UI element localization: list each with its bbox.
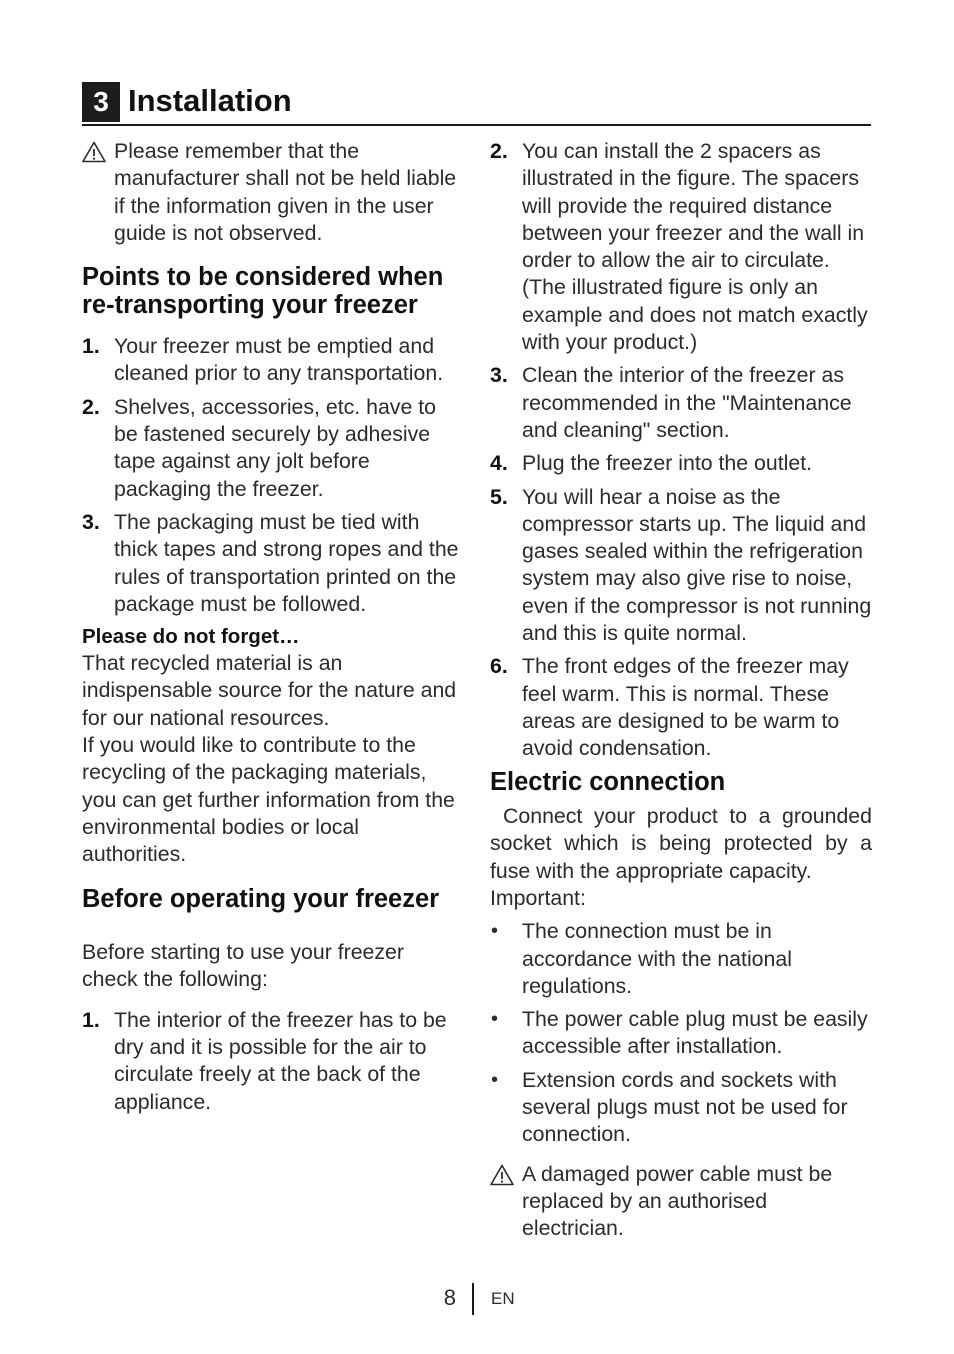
before-operating-intro: Before starting to use your freezer check the following: <box>82 940 404 992</box>
item-text: Shelves, accessories, etc. have to be fastened securely by adhesive tape against any jolt before packaging the freezer. <box>114 394 436 501</box>
item-text: Clean the interior of the freezer as recommended in the "Maintenance and cleaning" section. <box>522 363 852 442</box>
list-item <box>82 1007 462 1116</box>
warning-text: Please remember that the manufacturer shall not be held liable if the information given in the user guide is not observed. <box>114 139 457 245</box>
retransport-list <box>82 333 462 618</box>
list-item <box>82 509 462 618</box>
item-number: 1. <box>82 1007 100 1032</box>
reminder-heading: Please do not forget… <box>82 625 300 649</box>
item-number: 4. <box>490 451 508 476</box>
electric-connection-bullets <box>490 918 872 1148</box>
left-column <box>82 138 462 1116</box>
power-cable-warning <box>490 1161 872 1243</box>
item-text: Your freezer must be emptied and cleaned prior to any transportation. <box>114 334 444 386</box>
chapter-header <box>82 80 871 126</box>
list-item <box>82 394 462 503</box>
warning-text: A damaged power cable must be replaced by an authorised electrician. <box>522 1161 833 1241</box>
warning-triangle-icon <box>82 141 106 163</box>
footer-divider <box>472 1283 474 1315</box>
list-item <box>490 653 872 762</box>
right-column <box>490 138 872 1242</box>
item-number: 3. <box>490 363 508 388</box>
item-number: 5. <box>490 484 508 509</box>
electric-connection-intro: Connect your product to a grounded socket which is being protected by a fuse with the appropriate capacity. <box>490 804 872 883</box>
chapter-title: Installation <box>128 83 292 118</box>
item-text: The front edges of the freezer may feel warm. This is normal. These areas are designed to be warm to avoid condensation. <box>522 654 849 761</box>
item-text: The packaging must be tied with thick tapes and strong ropes and the rules of transportation printed on the package must be followed. <box>114 509 459 616</box>
bullet-dot: • <box>491 1008 499 1031</box>
bullet-text: Extension cords and sockets with several plugs must not be used for connection. <box>522 1067 848 1147</box>
section-heading-electric-connection: Electric connection <box>490 767 726 796</box>
important-label: Important: <box>490 885 586 910</box>
item-text: The interior of the freezer has to be dry and it is possible for the air to circulate freely at the back of the appliance. <box>114 1007 447 1114</box>
page-number: 8 <box>443 1285 456 1310</box>
section-heading-before-operating: Before operating your freezer <box>82 884 440 913</box>
list-item <box>490 484 872 648</box>
list-item <box>490 450 872 477</box>
item-number: 2. <box>490 139 508 163</box>
bullet-dot: • <box>491 1068 499 1091</box>
item-number: 3. <box>82 509 100 534</box>
bullet-item <box>490 1006 872 1061</box>
item-text: You can install the 2 spacers as illustrated in the figure. The spacers will provide the required distance between your freezer and the wall in order to allow the air to circulate. (The illustrated figure is only an example and does not match exactly with your product.) <box>522 139 868 355</box>
item-number: 6. <box>490 654 508 679</box>
reminder-paragraph-1: That recycled material is an indispensable source for the nature and for our national resources. <box>82 651 457 730</box>
before-operating-list-continued <box>490 138 872 763</box>
warning-triangle-icon <box>490 1164 514 1186</box>
bullet-text: The power cable plug must be easily accessible after installation. <box>522 1007 868 1059</box>
liability-warning <box>82 138 462 247</box>
chapter-number: 3 <box>82 82 120 122</box>
language-code: EN <box>491 1289 515 1308</box>
list-item <box>490 138 872 356</box>
item-text: You will hear a noise as the compressor starts up. The liquid and gases sealed within the refrigeration system may also give rise to noise, even if the compressor is not running and this is quite normal. <box>522 484 872 646</box>
bullet-text: The connection must be in accordance with the national regulations. <box>522 919 792 998</box>
bullet-item <box>490 918 872 1000</box>
item-number: 1. <box>82 334 100 359</box>
item-number: 2. <box>82 394 100 419</box>
list-item <box>490 362 872 444</box>
item-text: Plug the freezer into the outlet. <box>522 451 813 476</box>
bullet-item <box>490 1067 872 1149</box>
before-operating-list <box>82 1007 462 1116</box>
bullet-dot: • <box>491 920 499 943</box>
list-item <box>82 333 462 388</box>
section-heading-retransport: Points to be considered when re-transporting your freezer <box>82 263 444 319</box>
reminder-paragraph-2: If you would like to contribute to the recycling of the packaging materials, you can get further information from the environmental bodies or local authorities. <box>82 733 455 867</box>
